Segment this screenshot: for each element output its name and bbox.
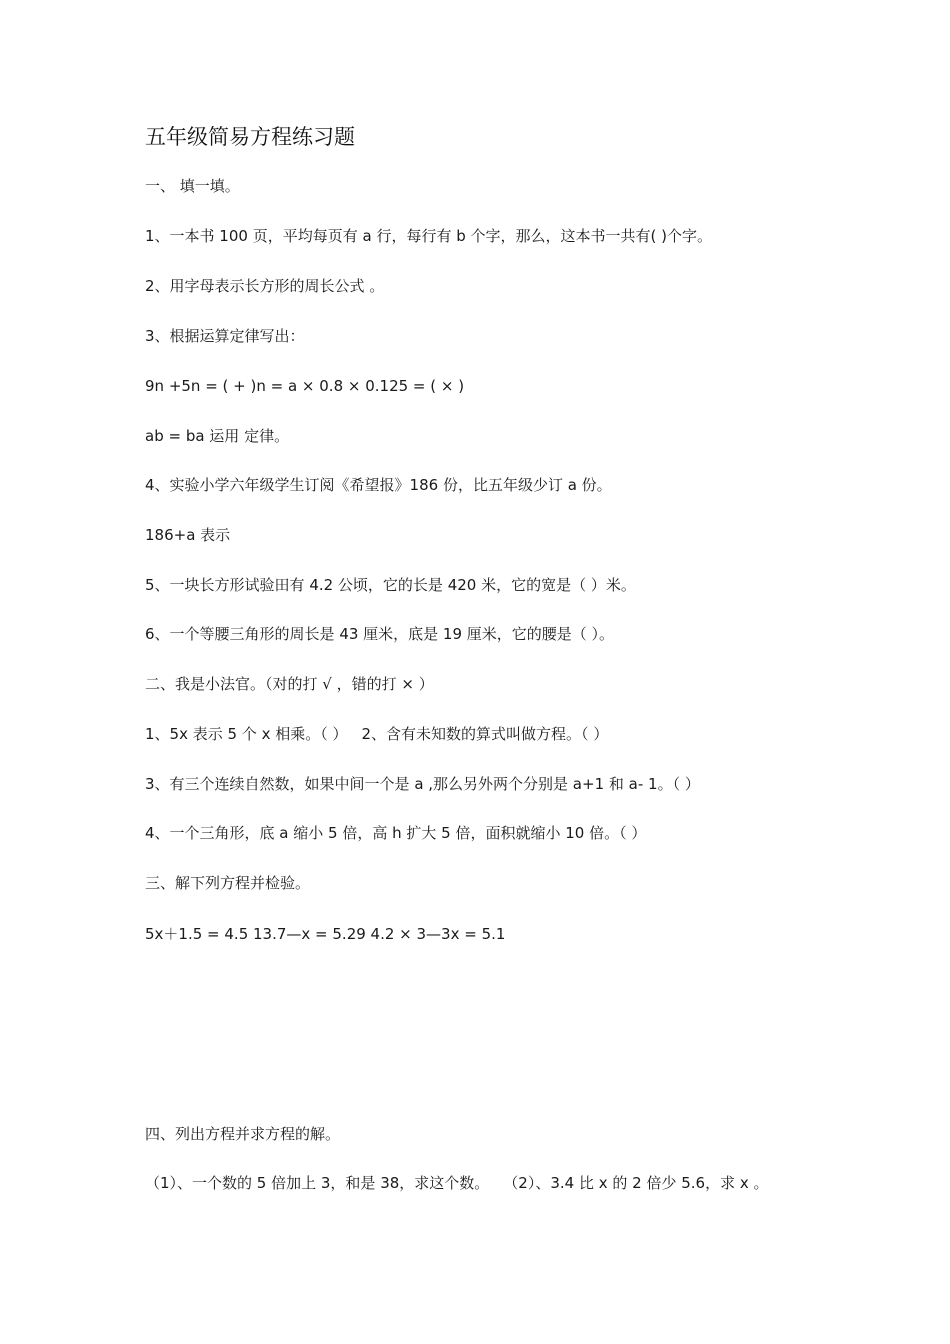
section1-question-6: 6、一个等腰三角形的周长是 43 厘米，底是 19 厘米，它的腰是（ ）。 <box>145 625 615 643</box>
section4-row-1 <box>145 1172 769 1194</box>
section4-question-1: （1）、一个数的 5 倍加上 3，和是 38，求这个数。 <box>145 1174 490 1192</box>
section1-question-3-line1: 9n +5n = ( + )n = a × 0.8 × 0.125 = ( × ) <box>145 377 465 395</box>
page-title: 五年级简易方程练习题 <box>145 125 355 149</box>
section3-heading: 三、解下列方程并检验。 <box>145 874 311 892</box>
section1-heading: 一、 填一填。 <box>145 177 240 195</box>
section3-equations: 5x＋1.5 = 4.5 13.7—x = 5.29 4.2 × 3—3x = 5.1 <box>145 925 506 943</box>
section4-question-2: （2）、3.4 比 x 的 2 倍少 5.6，求 x 。 <box>503 1174 769 1192</box>
section2-question-2: 2、含有未知数的算式叫做方程。（ ） <box>361 725 609 743</box>
section1-question-2: 2、用字母表示长方形的周长公式 。 <box>145 277 385 295</box>
section1-question-1: 1、一本书 100 页，平均每页有 a 行，每行有 b 个字，那么，这本书一共有( )个字。 <box>145 227 712 245</box>
section1-question-5: 5、一块长方形试验田有 4.2 公顷，它的长是 420 米，它的宽是（ ）米。 <box>145 576 636 594</box>
section1-question-3: 3、根据运算定律写出： <box>145 327 305 345</box>
section2-question-3: 3、有三个连续自然数，如果中间一个是 a ,那么另外两个分别是 a+1 和 a- 1。（ ） <box>145 775 700 793</box>
section2-question-1: 1、5x 表示 5 个 x 相乘。（ ） <box>145 725 348 743</box>
section2-row-1 <box>145 723 608 745</box>
section1-question-4: 4、实验小学六年级学生订阅《希望报》186 份，比五年级少订 a 份。 <box>145 476 612 494</box>
section4-heading: 四、列出方程并求方程的解。 <box>145 1125 341 1143</box>
section1-question-4-line: 186+a 表示 <box>145 526 231 544</box>
section2-heading: 二、我是小法官。（对的打 √ ，错的打 × ） <box>145 675 434 693</box>
section2-question-4: 4、一个三角形，底 a 缩小 5 倍，高 h 扩大 5 倍，面积就缩小 10 倍。（ ） <box>145 824 647 842</box>
section1-question-3-line2: ab = ba 运用 定律。 <box>145 427 290 445</box>
